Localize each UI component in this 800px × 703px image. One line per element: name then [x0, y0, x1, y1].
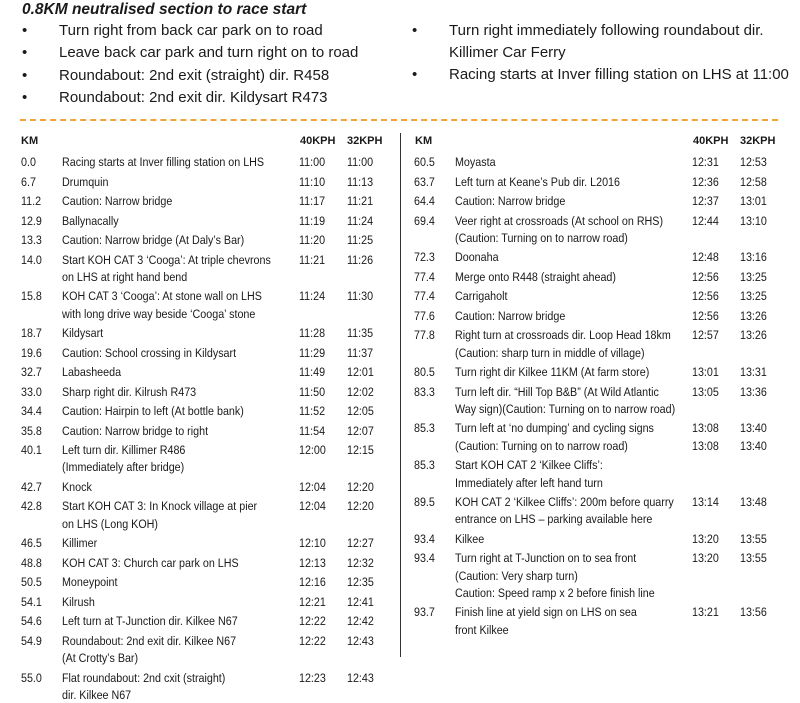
time-32kph: 11:25 [347, 233, 374, 247]
km-header: KM [21, 135, 39, 147]
kph40-header: 40KPH [300, 135, 336, 147]
kph32-header-right: 32KPH [740, 135, 776, 147]
bullet-text: Roundabout: 2nd exit dir. Kildysart R473 [59, 88, 328, 106]
bullet-text-continued: Killimer Car Ferry [449, 44, 566, 61]
time-32kph: 13:40 [740, 438, 767, 453]
route-description: (Caution: Turning on to narrow road) [455, 230, 628, 245]
km-value: 77.8 [414, 328, 435, 343]
km-value: 50.5 [21, 575, 42, 590]
route-description: KOH CAT 3: Church car park on LHS [62, 555, 239, 570]
route-description: Start KOH CAT 3 ‘Cooga’: At triple chevrons [62, 252, 271, 267]
time-40kph: 11:19 [299, 213, 326, 228]
time-40kph: 11:21 [299, 252, 326, 267]
route-description: Immediately after left hand turn [455, 475, 603, 490]
time-32kph: 12:35 [347, 575, 374, 590]
km-value: 93.4 [414, 531, 435, 546]
time-32kph: 13:25 [740, 289, 767, 304]
time-32kph: 11:21 [347, 194, 374, 208]
time-40kph: 12:22 [299, 614, 326, 629]
time-32kph: 12:20 [347, 479, 374, 494]
time-40kph: 12:56 [692, 308, 719, 323]
bullet-dot: • [22, 44, 28, 62]
time-32kph: 12:20 [347, 499, 374, 514]
route-description: Way sign)(Caution: Turning on to narrow road) [455, 401, 676, 416]
kph40-header-right: 40KPH [693, 135, 729, 147]
km-value: 54.9 [21, 633, 42, 648]
time-32kph: 12:02 [347, 384, 374, 399]
time-32kph: 12:53 [740, 155, 767, 169]
km-value: 54.1 [21, 594, 42, 609]
km-value: 0.0 [21, 155, 36, 169]
route-description: Kilrush [62, 594, 95, 609]
time-40kph: 12:48 [692, 250, 719, 265]
route-description: Labasheeda [62, 365, 122, 380]
km-value: 33.0 [21, 384, 42, 399]
dashed-divider [20, 119, 778, 121]
route-description: Racing starts at Inver filling station on LHS [62, 155, 265, 169]
time-40kph: 11:28 [299, 326, 326, 341]
time-40kph: 11:49 [299, 365, 326, 380]
route-description: on LHS (Long KOH) [62, 516, 158, 531]
km-value: 77.6 [414, 308, 435, 323]
time-40kph: 12:56 [692, 289, 719, 304]
km-value: 80.5 [414, 365, 435, 380]
km-value: 46.5 [21, 536, 42, 551]
bullet-text: Turn right immediately following roundabout dir. [449, 22, 764, 39]
km-value: 42.7 [21, 479, 42, 494]
route-description: Drumquin [62, 174, 109, 189]
route-description: Turn right dir Kilkee 11KM (At farm store) [455, 365, 650, 380]
time-32kph: 13:25 [740, 269, 767, 284]
km-value: 15.8 [21, 289, 42, 304]
route-description: Caution: Narrow bridge [455, 308, 566, 323]
time-40kph: 12:21 [299, 594, 326, 609]
route-description: Finish line at yield sign on LHS on sea [455, 605, 637, 620]
time-40kph: 13:08 [692, 438, 719, 453]
km-value: 64.4 [414, 194, 435, 208]
route-description: Kildysart [62, 326, 104, 341]
time-32kph: 12:43 [347, 670, 374, 685]
time-32kph: 11:00 [347, 155, 374, 169]
time-40kph: 12:16 [299, 575, 326, 590]
route-description: Caution: Speed ramp x 2 before finish line [455, 585, 655, 600]
route-description: Flat roundabout: 2nd cxit (straight) [62, 670, 226, 685]
bullet-text: Turn right from back car park on to road [59, 22, 323, 39]
time-32kph: 12:01 [347, 365, 374, 380]
time-40kph: 13:21 [692, 605, 719, 620]
time-32kph: 12:05 [347, 404, 374, 419]
time-40kph: 11:00 [299, 155, 326, 169]
route-description: Caution: Narrow bridge [62, 194, 173, 208]
time-40kph: 13:05 [692, 384, 719, 399]
km-value: 83.3 [414, 384, 435, 399]
time-40kph: 11:50 [299, 384, 326, 399]
km-value: 69.4 [414, 213, 435, 228]
time-32kph: 13:40 [740, 421, 767, 436]
km-value: 55.0 [21, 670, 42, 685]
route-description: Turn left at ‘no dumping’ and cycling signs [455, 421, 654, 436]
time-32kph: 13:26 [740, 328, 767, 343]
time-32kph: 13:01 [740, 194, 767, 208]
bullet-dot: • [22, 66, 28, 84]
time-40kph: 13:20 [692, 551, 719, 566]
time-32kph: 13:10 [740, 213, 767, 228]
route-description: Left turn at T-Junction dir. Kilkee N67 [62, 614, 238, 629]
route-description: Kilkee [455, 531, 485, 546]
bullet-dot: • [412, 22, 418, 39]
kph32-header: 32KPH [347, 135, 383, 147]
km-header-right: KM [415, 135, 433, 147]
route-description: Right turn at crossroads dir. Loop Head 18km [455, 328, 671, 343]
time-40kph: 11:17 [299, 194, 326, 208]
route-description: Caution: Narrow bridge (At Daly’s Bar) [62, 233, 245, 247]
km-value: 63.7 [414, 174, 435, 189]
route-description: front Kilkee [455, 622, 509, 637]
time-32kph: 12:15 [347, 443, 374, 458]
route-description: Sharp right dir. Kilrush R473 [62, 384, 197, 399]
route-description: dir. Kilkee N67 [62, 687, 132, 702]
time-32kph: 13:56 [740, 605, 767, 620]
time-40kph: 11:52 [299, 404, 326, 419]
bullet-text: Racing starts at Inver filling station on LHS at 11:00 [449, 66, 789, 83]
time-32kph: 13:55 [740, 551, 767, 566]
km-value: 12.9 [21, 213, 42, 228]
time-40kph: 13:01 [692, 365, 719, 380]
bullet-text: Roundabout: 2nd exit (straight) dir. R458 [59, 66, 330, 84]
time-40kph: 12:36 [692, 174, 719, 189]
route-description: with long drive way beside ‘Cooga’ stone [62, 306, 256, 321]
route-description: KOH CAT 3 ‘Cooga’: At stone wall on LHS [62, 289, 262, 304]
route-description: Merge onto R448 (straight ahead) [455, 269, 616, 284]
time-40kph: 12:57 [692, 328, 719, 343]
km-value: 72.3 [414, 250, 435, 265]
km-value: 19.6 [21, 345, 42, 360]
time-40kph: 13:14 [692, 495, 719, 509]
time-32kph: 11:37 [347, 345, 374, 360]
route-description: Caution: Hairpin to left (At bottle bank) [62, 404, 244, 419]
km-value: 32.7 [21, 365, 42, 380]
km-value: 85.3 [414, 421, 435, 436]
route-description: Moyasta [455, 155, 496, 169]
route-description: Roundabout: 2nd exit dir. Kilkee N67 [62, 633, 237, 648]
time-32kph: 13:26 [740, 308, 767, 323]
time-40kph: 12:31 [692, 155, 719, 169]
time-40kph: 11:20 [299, 233, 326, 247]
time-40kph: 12:44 [692, 213, 719, 228]
bullet-dot: • [412, 66, 418, 83]
time-32kph: 11:24 [347, 213, 374, 228]
time-40kph: 11:54 [299, 423, 326, 438]
route-description: Turn left dir. “Hill Top B&B” (At Wild Atlantic [455, 384, 659, 399]
km-value: 42.8 [21, 499, 42, 514]
time-32kph: 12:58 [740, 174, 767, 189]
km-value: 77.4 [414, 269, 435, 284]
km-value: 60.5 [414, 155, 435, 169]
time-32kph: 13:36 [740, 384, 767, 399]
time-40kph: 13:08 [692, 421, 719, 436]
route-description: KOH CAT 2 ‘Kilkee Cliffs’: 200m before quarry [455, 495, 674, 509]
km-value: 93.7 [414, 605, 435, 620]
section-title: 0.8KM neutralised section to race start [22, 1, 307, 18]
time-40kph: 12:37 [692, 194, 719, 208]
route-description: Doonaha [455, 250, 499, 265]
route-description: Caution: School crossing in Kildysart [62, 345, 237, 360]
route-description: (Caution: sharp turn in middle of village) [455, 345, 645, 360]
km-value: 35.8 [21, 423, 42, 438]
time-32kph: 13:48 [740, 495, 767, 509]
time-40kph: 12:22 [299, 633, 326, 648]
time-32kph: 11:35 [347, 326, 374, 341]
route-description: Left turn dir. Killimer R486 [62, 443, 186, 458]
km-value: 13.3 [21, 233, 42, 247]
km-value: 34.4 [21, 404, 42, 419]
bullet-dot: • [22, 88, 28, 106]
column-divider [400, 133, 401, 657]
km-value: 48.8 [21, 555, 42, 570]
route-description: Start KOH CAT 3: In Knock village at pier [62, 499, 258, 514]
route-description: on LHS at right hand bend [62, 269, 188, 284]
route-description: entrance on LHS – parking available here [455, 512, 653, 527]
time-32kph: 12:07 [347, 423, 374, 438]
time-40kph: 13:20 [692, 531, 719, 546]
time-32kph: 12:32 [347, 555, 374, 570]
time-32kph: 12:42 [347, 614, 374, 629]
km-value: 77.4 [414, 289, 435, 304]
route-description: Moneypoint [62, 575, 118, 590]
time-32kph: 13:31 [740, 365, 767, 380]
km-value: 85.3 [414, 458, 435, 473]
time-40kph: 12:13 [299, 555, 326, 570]
km-value: 18.7 [21, 326, 42, 341]
time-40kph: 12:10 [299, 536, 326, 551]
time-32kph: 11:26 [347, 252, 374, 267]
time-40kph: 11:24 [299, 289, 326, 304]
km-value: 40.1 [21, 443, 42, 458]
bullet-text: Leave back car park and turn right on to road [59, 44, 359, 62]
time-40kph: 12:56 [692, 269, 719, 284]
time-40kph: 12:04 [299, 479, 326, 494]
route-description: Carrigaholt [455, 289, 508, 304]
time-40kph: 11:10 [299, 174, 326, 189]
route-description: Caution: Narrow bridge to right [62, 423, 209, 438]
time-32kph: 12:43 [347, 633, 374, 648]
route-description: Veer right at crossroads (At school on RHS) [455, 213, 664, 228]
time-32kph: 12:41 [347, 594, 374, 609]
km-value: 14.0 [21, 252, 42, 267]
time-40kph: 12:04 [299, 499, 326, 514]
time-40kph: 12:23 [299, 670, 326, 685]
time-40kph: 11:29 [299, 345, 326, 360]
km-value: 93.4 [414, 551, 435, 566]
time-40kph: 12:00 [299, 443, 326, 458]
km-value: 89.5 [414, 495, 435, 509]
time-32kph: 12:27 [347, 536, 374, 551]
route-description: (Caution: Very sharp turn) [455, 568, 578, 583]
route-description: Turn right at T-Junction on to sea front [455, 551, 637, 566]
route-description: Knock [62, 479, 92, 494]
km-value: 54.6 [21, 614, 42, 629]
route-description: Ballynacally [62, 213, 119, 228]
time-32kph: 13:55 [740, 531, 767, 546]
route-description: Start KOH CAT 2 ‘Kilkee Cliffs’: [455, 458, 603, 473]
time-32kph: 11:30 [347, 289, 374, 304]
km-value: 11.2 [21, 194, 42, 208]
route-description: (At Crotty’s Bar) [62, 651, 139, 665]
route-description: (Immediately after bridge) [62, 460, 185, 475]
route-description: (Caution: Turning on to narrow road) [455, 438, 628, 453]
time-32kph: 13:16 [740, 250, 767, 265]
bullet-dot: • [22, 22, 28, 39]
route-description: Caution: Narrow bridge [455, 194, 566, 208]
time-32kph: 11:13 [347, 174, 374, 189]
route-description: Left turn at Keane’s Pub dir. L2016 [455, 174, 620, 189]
route-description: Killimer [62, 536, 98, 551]
km-value: 6.7 [21, 174, 36, 189]
